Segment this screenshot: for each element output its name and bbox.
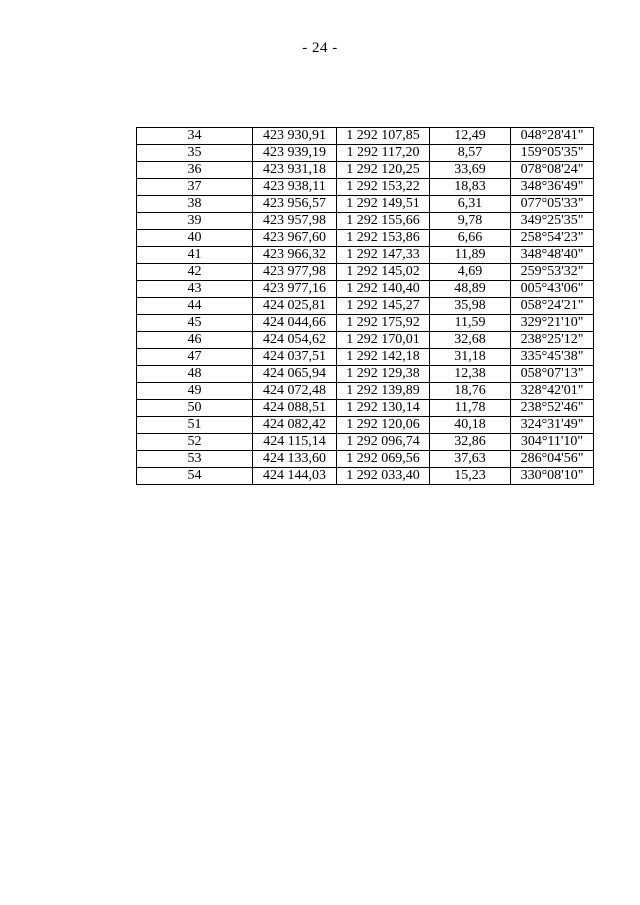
point-number-cell: 38	[137, 196, 253, 213]
x-coordinate-cell: 424 037,51	[253, 349, 337, 366]
table-row	[137, 298, 594, 315]
direction-angle-cell: 348°36'49"	[511, 179, 594, 196]
table-row	[137, 162, 594, 179]
table-row	[137, 366, 594, 383]
distance-cell: 12,49	[430, 128, 511, 145]
y-coordinate-cell: 1 292 142,18	[337, 349, 430, 366]
x-coordinate-cell: 423 977,16	[253, 281, 337, 298]
distance-cell: 32,68	[430, 332, 511, 349]
distance-cell: 35,98	[430, 298, 511, 315]
y-coordinate-cell: 1 292 155,66	[337, 213, 430, 230]
table-row	[137, 332, 594, 349]
point-number-cell: 34	[137, 128, 253, 145]
table-row	[137, 213, 594, 230]
point-number-cell: 44	[137, 298, 253, 315]
point-number-cell: 51	[137, 417, 253, 434]
distance-cell: 6,66	[430, 230, 511, 247]
y-coordinate-cell: 1 292 145,02	[337, 264, 430, 281]
distance-cell: 18,76	[430, 383, 511, 400]
direction-angle-cell: 328°42'01"	[511, 383, 594, 400]
table-row	[137, 145, 594, 162]
direction-angle-cell: 058°24'21"	[511, 298, 594, 315]
direction-angle-cell: 078°08'24"	[511, 162, 594, 179]
y-coordinate-cell: 1 292 117,20	[337, 145, 430, 162]
point-number-cell: 50	[137, 400, 253, 417]
direction-angle-cell: 159°05'35"	[511, 145, 594, 162]
y-coordinate-cell: 1 292 096,74	[337, 434, 430, 451]
x-coordinate-cell: 424 133,60	[253, 451, 337, 468]
point-number-cell: 53	[137, 451, 253, 468]
distance-cell: 40,18	[430, 417, 511, 434]
x-coordinate-cell: 423 967,60	[253, 230, 337, 247]
y-coordinate-cell: 1 292 139,89	[337, 383, 430, 400]
y-coordinate-cell: 1 292 153,22	[337, 179, 430, 196]
table-row	[137, 128, 594, 145]
point-number-cell: 41	[137, 247, 253, 264]
x-coordinate-cell: 423 966,32	[253, 247, 337, 264]
table-row	[137, 230, 594, 247]
distance-cell: 9,78	[430, 213, 511, 230]
distance-cell: 6,31	[430, 196, 511, 213]
distance-cell: 12,38	[430, 366, 511, 383]
x-coordinate-cell: 423 977,98	[253, 264, 337, 281]
coordinates-table	[136, 127, 594, 485]
y-coordinate-cell: 1 292 140,40	[337, 281, 430, 298]
distance-cell: 15,23	[430, 468, 511, 485]
distance-cell: 18,83	[430, 179, 511, 196]
point-number-cell: 45	[137, 315, 253, 332]
table-row	[137, 400, 594, 417]
point-number-cell: 42	[137, 264, 253, 281]
direction-angle-cell: 329°21'10"	[511, 315, 594, 332]
point-number-cell: 52	[137, 434, 253, 451]
table-row	[137, 434, 594, 451]
x-coordinate-cell: 423 931,18	[253, 162, 337, 179]
x-coordinate-cell: 423 938,11	[253, 179, 337, 196]
y-coordinate-cell: 1 292 120,06	[337, 417, 430, 434]
direction-angle-cell: 259°53'32"	[511, 264, 594, 281]
table-row	[137, 451, 594, 468]
point-number-cell: 43	[137, 281, 253, 298]
direction-angle-cell: 304°11'10"	[511, 434, 594, 451]
x-coordinate-cell: 424 072,48	[253, 383, 337, 400]
point-number-cell: 35	[137, 145, 253, 162]
table-row	[137, 264, 594, 281]
table-row	[137, 196, 594, 213]
x-coordinate-cell: 424 115,14	[253, 434, 337, 451]
x-coordinate-cell: 423 930,91	[253, 128, 337, 145]
y-coordinate-cell: 1 292 149,51	[337, 196, 430, 213]
y-coordinate-cell: 1 292 130,14	[337, 400, 430, 417]
y-coordinate-cell: 1 292 170,01	[337, 332, 430, 349]
y-coordinate-cell: 1 292 120,25	[337, 162, 430, 179]
direction-angle-cell: 349°25'35"	[511, 213, 594, 230]
distance-cell: 4,69	[430, 264, 511, 281]
x-coordinate-cell: 424 044,66	[253, 315, 337, 332]
direction-angle-cell: 077°05'33"	[511, 196, 594, 213]
direction-angle-cell: 238°52'46"	[511, 400, 594, 417]
x-coordinate-cell: 424 025,81	[253, 298, 337, 315]
point-number-cell: 37	[137, 179, 253, 196]
distance-cell: 8,57	[430, 145, 511, 162]
y-coordinate-cell: 1 292 145,27	[337, 298, 430, 315]
y-coordinate-cell: 1 292 175,92	[337, 315, 430, 332]
table-row	[137, 468, 594, 485]
distance-cell: 37,63	[430, 451, 511, 468]
direction-angle-cell: 258°54'23"	[511, 230, 594, 247]
point-number-cell: 48	[137, 366, 253, 383]
point-number-cell: 39	[137, 213, 253, 230]
distance-cell: 32,86	[430, 434, 511, 451]
distance-cell: 11,89	[430, 247, 511, 264]
direction-angle-cell: 048°28'41"	[511, 128, 594, 145]
x-coordinate-cell: 424 082,42	[253, 417, 337, 434]
table-row	[137, 349, 594, 366]
x-coordinate-cell: 423 957,98	[253, 213, 337, 230]
y-coordinate-cell: 1 292 069,56	[337, 451, 430, 468]
point-number-cell: 46	[137, 332, 253, 349]
x-coordinate-cell: 424 144,03	[253, 468, 337, 485]
y-coordinate-cell: 1 292 153,86	[337, 230, 430, 247]
direction-angle-cell: 005°43'06"	[511, 281, 594, 298]
y-coordinate-cell: 1 292 147,33	[337, 247, 430, 264]
point-number-cell: 54	[137, 468, 253, 485]
x-coordinate-cell: 424 065,94	[253, 366, 337, 383]
table-row	[137, 247, 594, 264]
distance-cell: 31,18	[430, 349, 511, 366]
point-number-cell: 47	[137, 349, 253, 366]
x-coordinate-cell: 424 088,51	[253, 400, 337, 417]
direction-angle-cell: 348°48'40"	[511, 247, 594, 264]
direction-angle-cell: 324°31'49"	[511, 417, 594, 434]
table-row	[137, 315, 594, 332]
coordinates-table-body	[137, 128, 594, 485]
point-number-cell: 40	[137, 230, 253, 247]
y-coordinate-cell: 1 292 033,40	[337, 468, 430, 485]
distance-cell: 48,89	[430, 281, 511, 298]
table-row	[137, 383, 594, 400]
x-coordinate-cell: 424 054,62	[253, 332, 337, 349]
x-coordinate-cell: 423 956,57	[253, 196, 337, 213]
distance-cell: 11,59	[430, 315, 511, 332]
distance-cell: 11,78	[430, 400, 511, 417]
point-number-cell: 36	[137, 162, 253, 179]
direction-angle-cell: 335°45'38"	[511, 349, 594, 366]
y-coordinate-cell: 1 292 129,38	[337, 366, 430, 383]
y-coordinate-cell: 1 292 107,85	[337, 128, 430, 145]
direction-angle-cell: 238°25'12"	[511, 332, 594, 349]
point-number-cell: 49	[137, 383, 253, 400]
x-coordinate-cell: 423 939,19	[253, 145, 337, 162]
direction-angle-cell: 286°04'56"	[511, 451, 594, 468]
page-number: - 24 -	[302, 40, 338, 56]
distance-cell: 33,69	[430, 162, 511, 179]
table-row	[137, 281, 594, 298]
table-row	[137, 417, 594, 434]
direction-angle-cell: 058°07'13"	[511, 366, 594, 383]
direction-angle-cell: 330°08'10"	[511, 468, 594, 485]
table-row	[137, 179, 594, 196]
